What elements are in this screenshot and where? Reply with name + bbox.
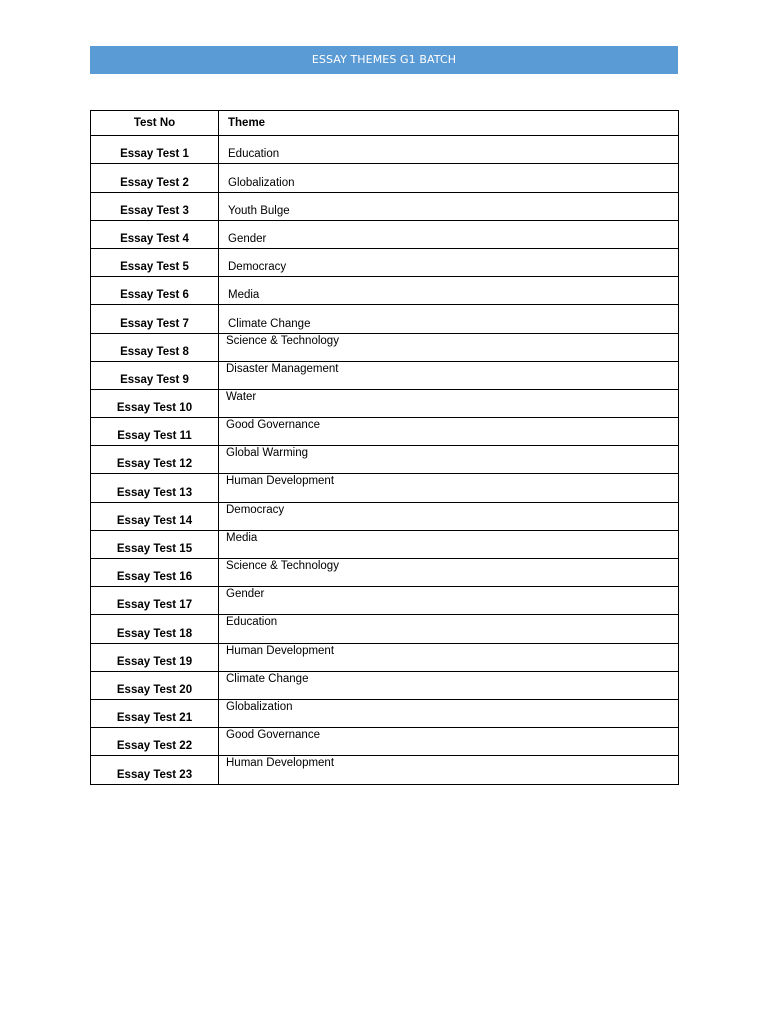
theme-cell: Gender <box>219 220 679 248</box>
table-row <box>91 615 679 643</box>
test-no-cell: Essay Test 23 <box>91 756 219 784</box>
table-row <box>91 587 679 615</box>
table-row <box>91 389 679 417</box>
column-header-test-no: Test No <box>91 111 219 136</box>
column-header-theme: Theme <box>219 111 679 136</box>
test-no-cell: Essay Test 12 <box>91 446 219 474</box>
test-no-cell: Essay Test 9 <box>91 361 219 389</box>
theme-cell: Human Development <box>219 474 679 502</box>
theme-cell: Science & Technology <box>219 559 679 587</box>
theme-cell: Education <box>219 136 679 164</box>
test-no-cell: Essay Test 1 <box>91 136 219 164</box>
test-no-cell: Essay Test 21 <box>91 699 219 727</box>
essay-themes-table <box>90 110 679 785</box>
test-no-cell: Essay Test 20 <box>91 671 219 699</box>
test-no-cell: Essay Test 15 <box>91 530 219 558</box>
table-row <box>91 248 679 276</box>
table-row <box>91 136 679 164</box>
theme-cell: Disaster Management <box>219 361 679 389</box>
theme-cell: Science & Technology <box>219 333 679 361</box>
theme-cell: Global Warming <box>219 446 679 474</box>
test-no-cell: Essay Test 16 <box>91 559 219 587</box>
test-no-cell: Essay Test 7 <box>91 305 219 333</box>
test-no-cell: Essay Test 8 <box>91 333 219 361</box>
test-no-cell: Essay Test 19 <box>91 643 219 671</box>
theme-cell: Human Development <box>219 756 679 784</box>
table-row <box>91 446 679 474</box>
table-row <box>91 502 679 530</box>
theme-cell: Climate Change <box>219 305 679 333</box>
theme-cell: Good Governance <box>219 418 679 446</box>
test-no-cell: Essay Test 13 <box>91 474 219 502</box>
table-row <box>91 418 679 446</box>
table-header-row <box>91 111 679 136</box>
test-no-cell: Essay Test 4 <box>91 220 219 248</box>
table-row <box>91 220 679 248</box>
table-row <box>91 164 679 192</box>
theme-cell: Democracy <box>219 248 679 276</box>
test-no-cell: Essay Test 11 <box>91 418 219 446</box>
theme-cell: Climate Change <box>219 671 679 699</box>
table-row <box>91 530 679 558</box>
table-row <box>91 699 679 727</box>
table-row <box>91 361 679 389</box>
theme-cell: Education <box>219 615 679 643</box>
test-no-cell: Essay Test 3 <box>91 192 219 220</box>
test-no-cell: Essay Test 5 <box>91 248 219 276</box>
theme-cell: Human Development <box>219 643 679 671</box>
table-row <box>91 474 679 502</box>
table-row <box>91 728 679 756</box>
theme-cell: Youth Bulge <box>219 192 679 220</box>
table-row <box>91 305 679 333</box>
table-row <box>91 277 679 305</box>
theme-cell: Media <box>219 277 679 305</box>
theme-cell: Media <box>219 530 679 558</box>
test-no-cell: Essay Test 18 <box>91 615 219 643</box>
table-row <box>91 333 679 361</box>
document-title: ESSAY THEMES G1 BATCH <box>90 46 678 74</box>
test-no-cell: Essay Test 6 <box>91 277 219 305</box>
table-row <box>91 671 679 699</box>
theme-cell: Globalization <box>219 699 679 727</box>
table-row <box>91 192 679 220</box>
test-no-cell: Essay Test 22 <box>91 728 219 756</box>
theme-cell: Good Governance <box>219 728 679 756</box>
table-row <box>91 559 679 587</box>
test-no-cell: Essay Test 17 <box>91 587 219 615</box>
test-no-cell: Essay Test 14 <box>91 502 219 530</box>
theme-cell: Democracy <box>219 502 679 530</box>
table-row <box>91 643 679 671</box>
test-no-cell: Essay Test 10 <box>91 389 219 417</box>
theme-cell: Gender <box>219 587 679 615</box>
table-row <box>91 756 679 784</box>
theme-cell: Globalization <box>219 164 679 192</box>
theme-cell: Water <box>219 389 679 417</box>
test-no-cell: Essay Test 2 <box>91 164 219 192</box>
